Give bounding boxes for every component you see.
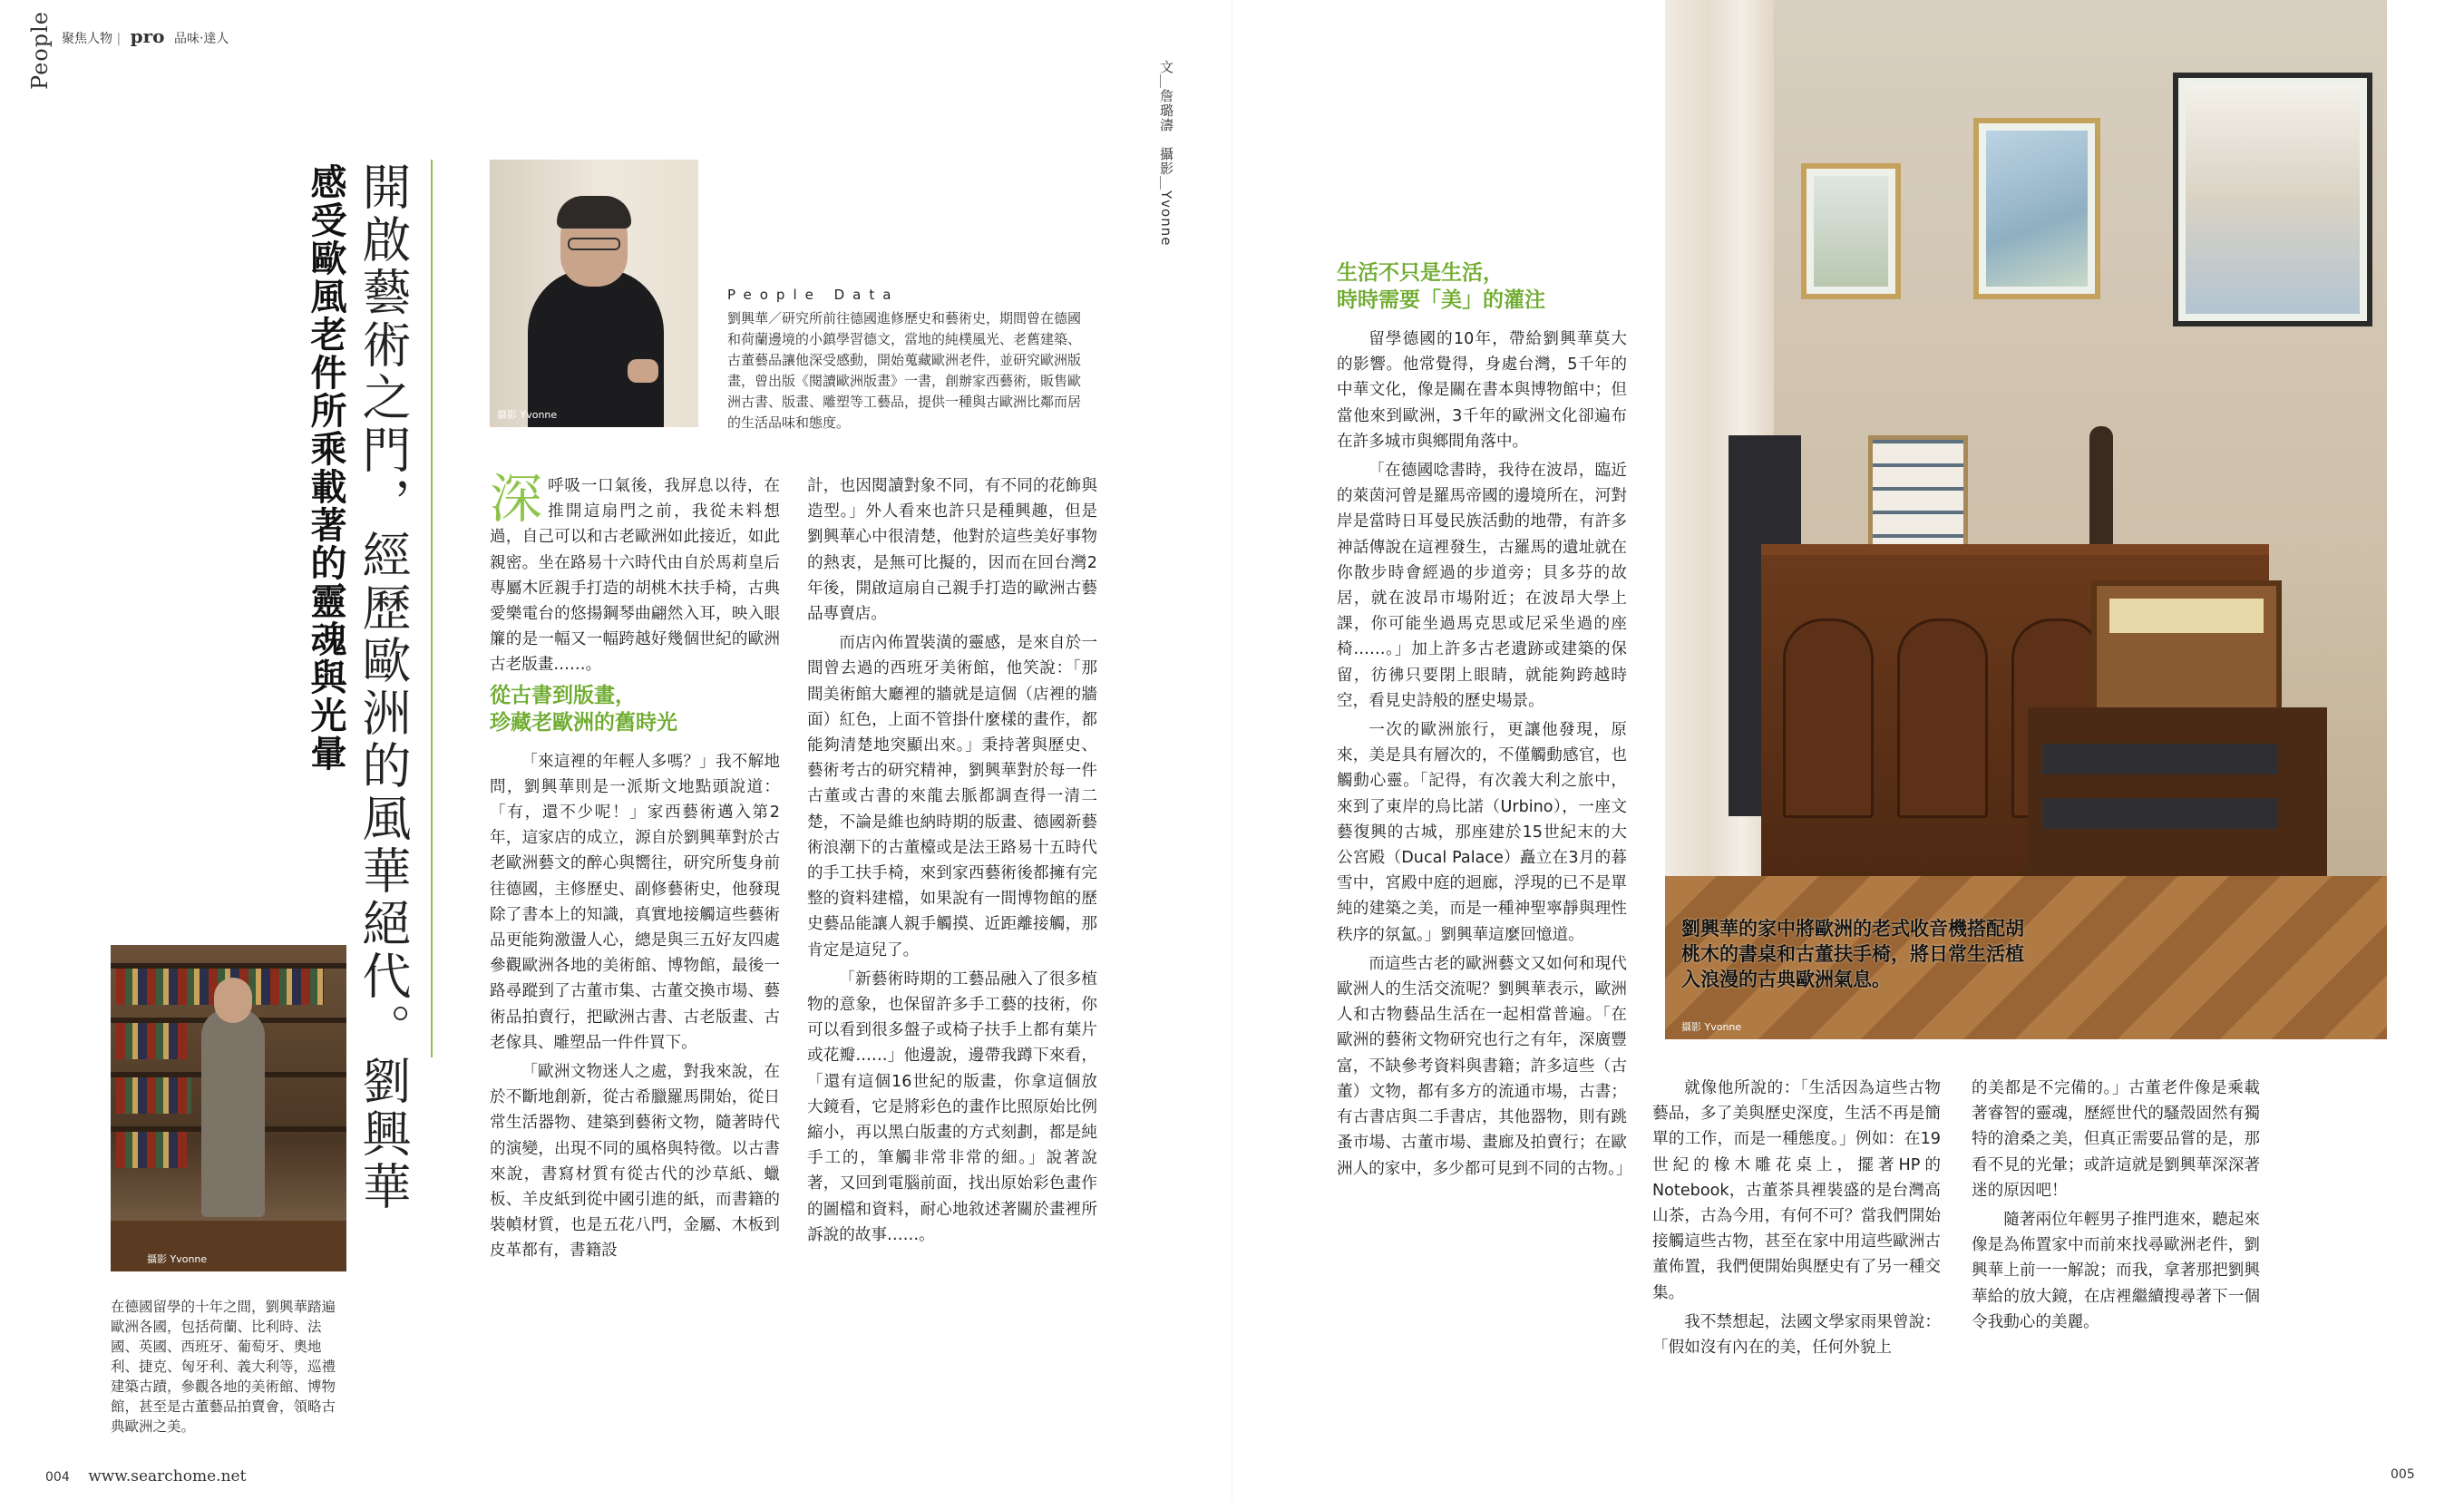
stereo-unit xyxy=(2042,744,2278,774)
paragraph: 我不禁想起，法國文學家雨果曾說：「假如沒有內在的美，任何外貌上 xyxy=(1652,1312,1941,1358)
subheading-line: 珍藏老歐洲的舊時光 xyxy=(490,710,677,735)
paragraph: 「來這裡的年輕人多嗎？」我不解地問，劉興華則是一派斯文地點頭說道：「有，還不少呢！」家西藝術邁入第2年，這家店的成立，源自於劉興華對於古老歐洲藝文的醉心與嚮往，研究所隻身前往德國，主修歷史、副修藝術史，他發現除了書本上的知識，真實地接觸這些藝術品更能夠激盪人心，總是與三五好友四處參觀歐洲各地的美術館、博物館，最後一路尋蹤到了古董市集、古董交換市場、藝術品拍賣行，把歐洲古書、古老版畫、古老傢具、雕塑品一件件買下。 xyxy=(490,752,780,1052)
people-data-heading: People Data xyxy=(727,287,900,303)
paragraph xyxy=(490,468,780,678)
photo-credit: 攝影 Yvonne xyxy=(1681,1021,1742,1033)
accent-rule xyxy=(431,160,433,1057)
subheading-1 xyxy=(490,682,780,736)
portrait-jacket xyxy=(528,268,664,427)
paragraph: 一次的歐洲旅行，更讓他發現，原來，美是具有層次的，不僅觸動感官，也觸動心靈。「記得，有次義大利之旅中，來到了東岸的烏比諾（Urbino），一座文藝復興的古城，那座建於15世紀末的大公宮殿（Ducal Palace）矗立在3月的暮雪中，宮殿中庭的迴廊，浮現的已不是單純的建築之美，而是一種神聖寧靜與理性秩序的氛氳。」劉興華這麼回憶道。 xyxy=(1337,721,1627,944)
photo-credit: 攝影 Yvonne xyxy=(147,1253,208,1265)
body-column-2 xyxy=(807,473,1097,1252)
paragraph: 「在德國唸書時，我待在波昂，臨近的萊茵河曾是羅馬帝國的邊境所在，河對岸是當時日耳曼民族活動的地帶，有許多神話傳說在這裡發生，古羅馬的遺址就在你散步時會經過的步道旁；貝多芬的故居，就在波昂市場附近；在波昂大學上課，你可能坐過馬克思或尼采坐過的座椅……。」加上許多古老遺跡或建築的保留，彷彿只要閉上眼睛，就能夠跨越時空，看見史詩般的歷史場景。 xyxy=(1337,462,1627,710)
framed-painting xyxy=(1973,118,2100,299)
living-room-photo xyxy=(1665,0,2387,1039)
books xyxy=(116,1077,191,1114)
cabinet-panel xyxy=(1783,619,1874,818)
breadcrumb-section: 聚焦人物 xyxy=(62,32,112,46)
framed-painting xyxy=(1801,163,1901,299)
paragraph: 而這些古老的歐洲藝文又如何和現代歐洲人的生活交流呢？劉興華表示，歐洲人和古物藝品生活在一起相當普遍。「在歐洲的藝術文物研究也行之有年，深廣豐富，不缺參考資料與書籍；許多這些（古董）文物，都有多方的流通市場，古書；有古書店與二手書店，其他器物，則有跳蚤市場、古董市場、畫廊及拍賣行；在歐洲人的家中，多少都可見到不同的古物。」 xyxy=(1337,954,1632,1178)
person-figure xyxy=(201,1008,265,1217)
footer-left xyxy=(45,1467,246,1485)
paragraph: 「新藝術時期的工藝品融入了很多植物的意象，也保留許多手工藝的技術，你可以看到很多盤子或椅子扶手上都有葉片或花瓣……」他邊說，邊帶我蹲下來看，「還有這個16世紀的版畫，你拿這個放大鏡看，它是將彩色的畫作比照原始比例縮小，再以黑白版畫的方式刻劃，都是純手工的，筆觸非常非常的細。」說著說著，又回到電腦前面，找出原始彩色畫作的圖檔和資料，耐心地敘述著關於畫裡所訴說的故事……。 xyxy=(807,969,1097,1244)
article-title: 開啟藝術之門，經歷歐洲的風華絕代。劉興華 xyxy=(355,161,412,1213)
portrait-glasses xyxy=(568,238,620,250)
page-number-left: 004 xyxy=(45,1470,70,1485)
cabinet-panel xyxy=(1897,619,1988,818)
body-column-1 xyxy=(490,468,780,1268)
floor xyxy=(111,1221,346,1271)
statue xyxy=(2089,426,2113,562)
framed-painting xyxy=(2173,73,2372,326)
portrait-photo xyxy=(490,160,698,427)
paragraph: 計，也因閱讀對象不同，有不同的花飾與造型。」外人看來也許只是種興趣，但是劉興華心中很清楚，他對於這些美好事物的熱衷，是無可比擬的，因而在回台灣2年後，開啟這扇自己親手打造的歐洲古藝品專賣店。 xyxy=(807,477,1097,624)
paragraph: 而店內佈置裝潢的靈感，是來自於一間曾去過的西班牙美術館，他笑說：「那間美術館大廳裡的牆就是這個（店裡的牆面）紅色，上面不管掛什麼樣的畫作，都能夠清楚地突顯出來。」秉持著與歷史、藝術考古的研究精神，劉興華對於每一件古董或古書的來龍去脈都調查得一清二楚，不論是維也納時期的版畫、德國新藝術浪潮下的古董檯或是法王路易十五時代的手工扶手椅，來到家西藝術後都擁有完整的資料建檔，如果說有一間博物館的歷史藝品能讓人親手觸摸、近距離接觸，那肯定是這兒了。 xyxy=(807,634,1097,959)
breadcrumb: 聚焦人物 | pro 品味‧達人 xyxy=(62,25,229,47)
drop-cap: 深 xyxy=(490,468,543,530)
person-head xyxy=(214,978,252,1023)
radio-dial xyxy=(2109,599,2264,633)
study-caption: 在德國留學的十年之間，劉興華踏遍歐洲各國，包括荷蘭、比利時、法國、英國、西班牙、葡萄牙、奧地利、捷克、匈牙利、義大利等，巡禮建築古蹟，參觀各地的美術館、博物館，甚至是古董藝品拍賣會，領略古典歐洲之美。 xyxy=(111,1299,336,1435)
portrait-hair xyxy=(557,196,631,229)
study-photo xyxy=(111,945,346,1271)
people-data-text: 劉興華／研究所前往德國進修歷史和藝術史，期間曾在德國和荷蘭邊境的小鎮學習德文，當地的純樸風光、老舊建築、古董藝品讓他深受感動，開始蒐藏歐洲老件，並研究歐洲版畫，曾出版《閱讀歐洲版畫》一書，創辦家西藝術，販售歐洲古書、版畫、雕塑等工藝品，提供一種與古歐洲比鄰而居的生活品味和態度。 xyxy=(727,310,1082,431)
body-column-3 xyxy=(1337,256,1632,1185)
paragraph: 「歐洲文物迷人之處，對我來說，在於不斷地創新，從古希臘羅馬開始，從日常生活器物、建築到藝術文物，隨著時代的演變，出現不同的風格與特徵。以古書來說，書寫材質有從古代的沙草紙、蠟板、羊皮紙到從中國引進的紙，而書籍的裝幀材質，也是五花八門，金屬、木板到皮革都有，書籍設 xyxy=(490,1063,780,1261)
paragraph: 的美都是不完備的。」古董老件像是乘載著睿智的靈魂，歷經世代的騷殼固然有獨特的滄桑之美，但真正需要品嘗的是，那看不見的光暈；或許這就是劉興華深深著迷的原因吧！ xyxy=(1972,1079,2260,1200)
body-column-5 xyxy=(1972,1076,2260,1339)
subheading-line: 從古書到版畫， xyxy=(490,683,636,707)
books xyxy=(116,1132,187,1168)
website-url: www.searchome.net xyxy=(88,1467,247,1485)
page-number-right: 005 xyxy=(2391,1467,2415,1482)
subheading-2 xyxy=(1337,259,1627,314)
body-column-4 xyxy=(1652,1076,1941,1364)
breadcrumb-category: 品味‧達人 xyxy=(173,32,229,46)
paragraph-text: 呼吸一口氣後，我屏息以待，在推開這扇門之前，我從未料想過，自己可以和古老歐洲如此接近，如此親密。坐在路易十六時代由自於馬莉皇后專屬木匠親手打造的胡桃木扶手椅，古典愛樂電台的悠揚鋼琴曲翩然入耳，映入眼簾的是一幅又一幅跨越好幾個世紀的歐洲古老版畫……。 xyxy=(490,477,780,675)
room-caption: 劉興華的家中將歐洲的老式收音機搭配胡桃木的書桌和古董扶手椅，將日常生活植入浪漫的古典歐洲氣息。 xyxy=(1681,918,2024,990)
subheading-line: 時時需要「美」的灌注 xyxy=(1337,288,1545,312)
paragraph: 留學德國的10年，帶給劉興華莫大的影響。他常覺得，身處台灣，5千年的中華文化，像是關在書本與博物館中；但當他來到歐洲，3千年的歐洲文化卻遍布在許多城市與鄉間角落中。 xyxy=(1337,330,1627,451)
photo-credit: 攝影 Yvonne xyxy=(497,409,558,421)
paragraph: 隨著兩位年輕男子推門進來，聽起來像是為佈置家中而前來找尋歐洲老件，劉興華上前一一解說；而我，拿著那把劉興華給的放大鏡，在店裡繼續搜尋著下一個令我動心的美麗。 xyxy=(1972,1211,2260,1331)
section-label: People xyxy=(27,11,53,90)
paragraph: 就像他所說的：「生活因為這些古物藝品，多了美與歷史深度，生活不再是簡單的工作，而是一種態度。」例如：在19世紀的橡木雕花桌上，擺著HP的Notebook，古董茶具裡裝盛的是台灣高山茶，古為今用，有何不可？當我們開始接觸這些古物，甚至在家中用這些歐洲古董佈置，我們便開始與歷史有了另一種交集。 xyxy=(1652,1079,1941,1302)
stereo-unit xyxy=(2042,798,2278,829)
subheading-line: 生活不只是生活， xyxy=(1337,261,1504,285)
byline: 文＿詹璐濤 攝影＿Yvonne xyxy=(1158,60,1174,247)
vintage-radio xyxy=(2091,580,2282,716)
breadcrumb-brand: pro xyxy=(130,25,165,47)
article-subtitle: 感受歐風老件所乘載著的靈魂與光暈 xyxy=(305,163,346,773)
books xyxy=(116,1023,187,1059)
photo-collage xyxy=(1868,435,1968,562)
portrait-hand xyxy=(628,359,658,383)
